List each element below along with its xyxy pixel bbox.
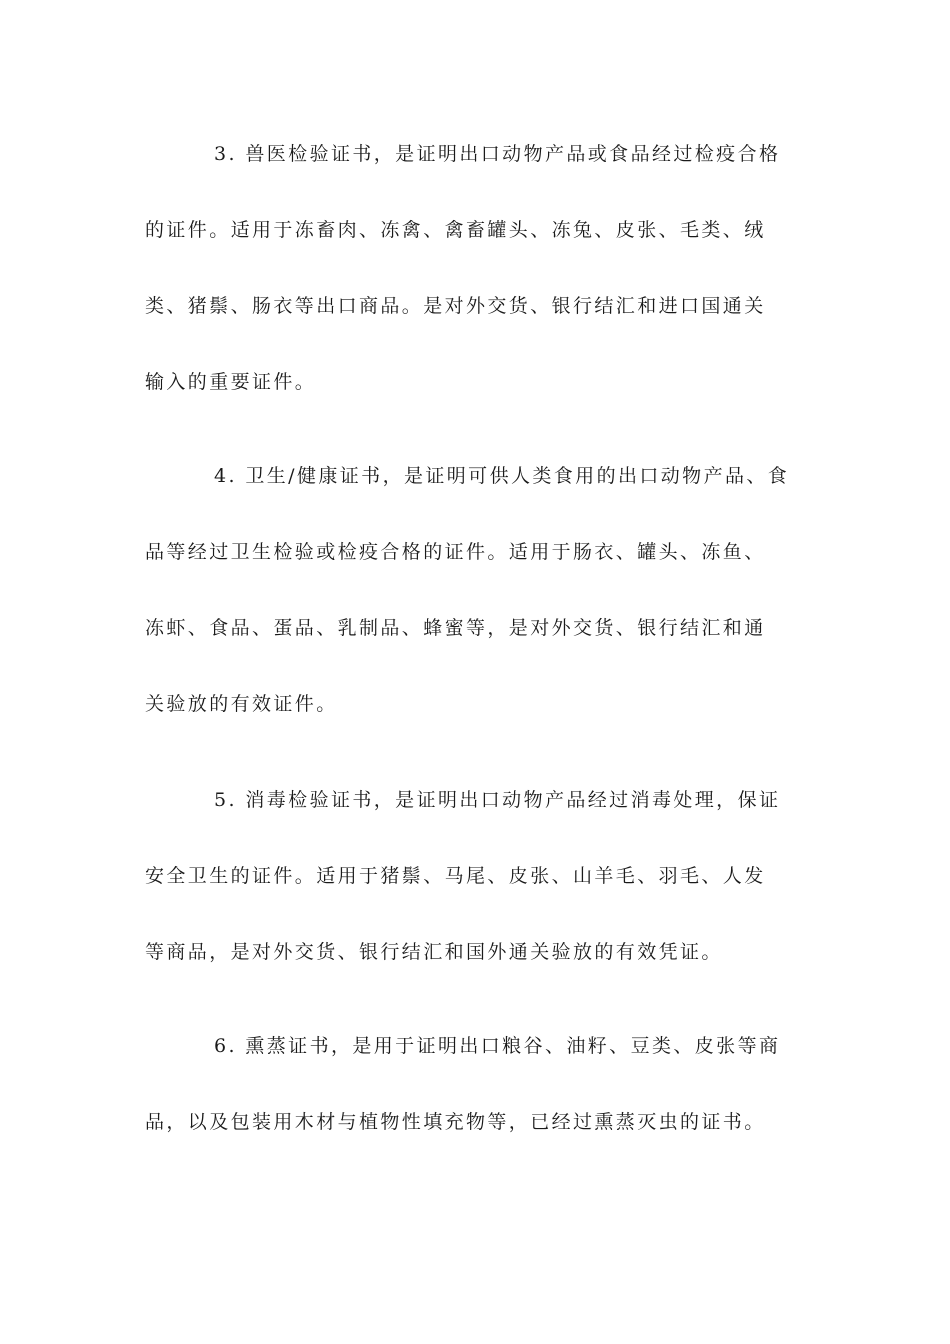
paragraph-disinfection-certificate <box>145 788 805 1016</box>
paragraph-health-certificate <box>145 464 805 768</box>
paragraph-line: 品，以及包装用木材与植物性填充物等，已经过熏蒸灭虫的证书。 <box>145 1111 766 1133</box>
paragraph-line: 5. 消毒检验证书，是证明出口动物产品经过消毒处理，保证 <box>214 789 781 811</box>
paragraph-line: 等商品，是对外交货、银行结汇和国外通关验放的有效凭证。 <box>145 941 723 963</box>
paragraph-line: 冻虾、食品、蛋品、乳制品、蜂蜜等，是对外交货、银行结汇和通 <box>145 617 766 639</box>
paragraph-line: 输入的重要证件。 <box>145 371 317 393</box>
paragraph-line: 3. 兽医检验证书，是证明出口动物产品或食品经过检疫合格 <box>214 143 781 165</box>
paragraph-fumigation-certificate <box>145 1034 805 1186</box>
paragraph-line: 关验放的有效证件。 <box>145 693 338 715</box>
paragraph-line: 的证件。适用于冻畜肉、冻禽、禽畜罐头、冻兔、皮张、毛类、绒 <box>145 219 766 241</box>
paragraph-line: 4. 卫生/健康证书，是证明可供人类食用的出口动物产品、食 <box>214 465 790 487</box>
paragraph-line: 安全卫生的证件。适用于猪鬃、马尾、皮张、山羊毛、羽毛、人发 <box>145 865 766 887</box>
paragraph-veterinary-certificate <box>145 142 805 446</box>
paragraph-line: 类、猪鬃、肠衣等出口商品。是对外交货、银行结汇和进口国通关 <box>145 295 766 317</box>
paragraph-line: 品等经过卫生检验或检疫合格的证件。适用于肠衣、罐头、冻鱼、 <box>145 541 766 563</box>
paragraph-line: 6. 熏蒸证书，是用于证明出口粮谷、油籽、豆类、皮张等商 <box>214 1035 781 1057</box>
